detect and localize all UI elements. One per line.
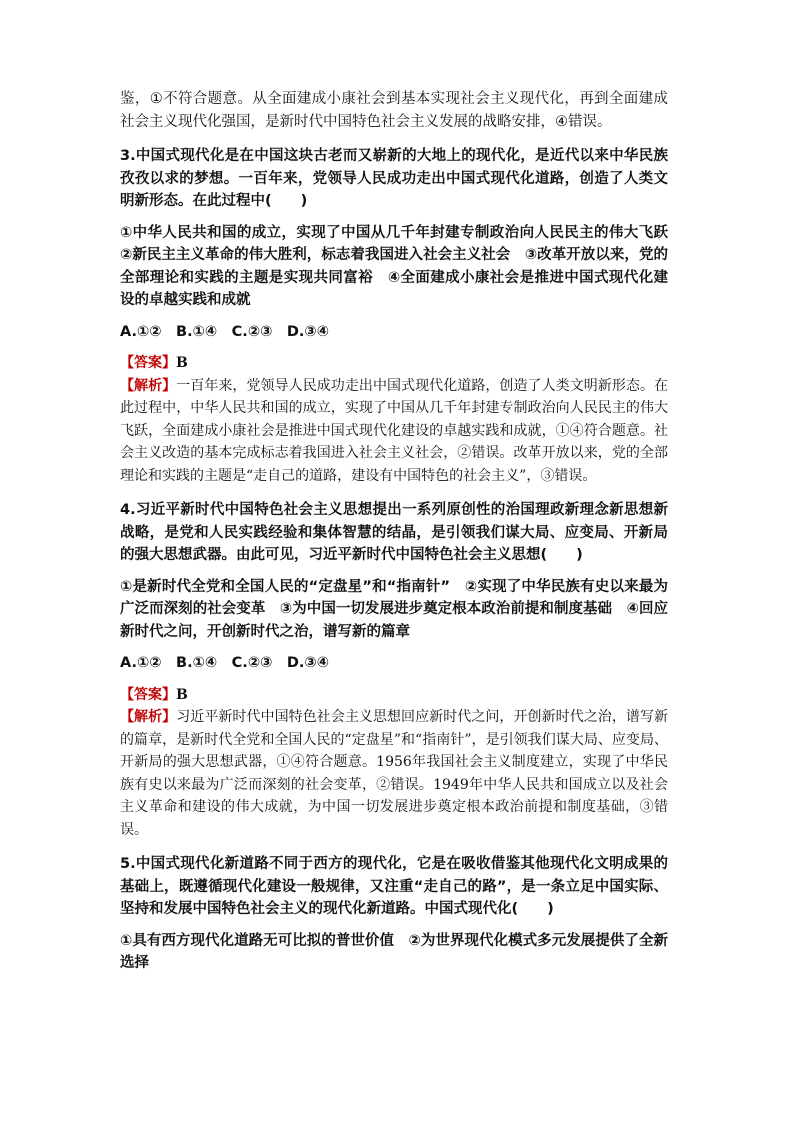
question-4-answer	[120, 684, 668, 707]
answer-label: 【答案】	[120, 686, 176, 703]
analysis-text: 习近平新时代中国特色社会主义思想回应新时代之问，开创新时代之治，谱写新的篇章，是新时代全党和全国人民的“定盘星”和“指南针”，是引领我们谋大局、应变局、开新局的强大思想武器，①④符合题意。1956年我国社会主义制度建立，实现了中华民族有史以来最为广泛而深刻的社会变革，②错误。1949年中华人民共和国成立以及社会主义革命和建设的伟大成就，为中国一切发展进步奠定根本政治前提和制度基础，③错误。	[120, 709, 669, 838]
question-5-stem: 5.中国式现代化新道路不同于西方的现代化，它是在吸收借鉴其他现代化文明成果的基础上，既遵循现代化建设一般规律，又注重“走自己的路”，是一条立足中国实际、坚持和发展中国特色社会主义的现代化新道路。中国式现代化( )	[120, 856, 668, 917]
question-4	[120, 499, 668, 841]
question-3-stem: 3.中国式现代化是在中国这块古老而又崭新的大地上的现代化，是近代以来中华民族孜孜以求的梦想。一百年来，党领导人民成功走出中国式现代化道路，创造了人类文明新形态。在此过程中( )	[120, 148, 668, 209]
previous-analysis-tail: 鉴，①不符合题意。从全面建成小康社会到基本实现社会主义现代化，再到全面建成社会主义现代化强国，是新时代中国特色社会主义发展的战略安排，④错误。	[120, 91, 668, 130]
question-4-options: A.①② B.①④ C.②③ D.③④	[120, 655, 329, 671]
question-4-statements: ①是新时代全党和全国人民的“定盘星”和“指南针” ②实现了中华民族有史以来最为广泛而深刻的社会变革 ③为中国一切发展进步奠定根本政治前提和制度基础 ④回应新时代之问，开创新时代之治，谱写新的篇章	[120, 578, 668, 640]
question-3	[120, 145, 683, 487]
document-body	[120, 88, 683, 975]
question-5	[120, 853, 668, 975]
analysis-text: 一百年来，党领导人民成功走出中国式现代化道路，创造了人类文明新形态。在此过程中，中华人民共和国的成立，实现了中国从几千年封建专制政治向人民民主的伟大飞跃，全面建成小康社会是推进中国式现代化建设的卓越实践和成就，①④符合题意。社会主义改造的基本完成标志着我国进入社会主义社会，②错误。改革开放以来，党的全部理论和实践的主题是“走自己的道路，建设有中国特色的社会主义”，③错误。	[120, 377, 669, 484]
analysis-label: 【解析】	[120, 709, 177, 725]
question-3-options: A.①② B.①④ C.②③ D.③④	[120, 323, 329, 340]
question-3-statements: ①中华人民共和国的成立，实现了中国从几千年封建专制政治向人民民主的伟大飞跃 ②新民主主义革命的伟大胜利，标志着我国进入社会主义社会 ③改革开放以来，党的全部理论和实践的主题是实现共同富裕 ④全面建成小康社会是推进中国式现代化建设的卓越实践和成就	[120, 224, 683, 308]
question-3-answer	[120, 352, 668, 375]
question-3-analysis	[120, 375, 668, 488]
analysis-label: 【解析】	[120, 377, 177, 394]
question-4-stem: 4.习近平新时代中国特色社会主义思想提出一系列原创性的治国理政新理念新思想新战略，是党和人民实践经验和集体智慧的结晶，是引领我们谋大局、应变局、开新局的强大思想武器。由此可见，习近平新时代中国特色社会主义思想( )	[120, 502, 668, 563]
answer-value: B	[176, 686, 188, 703]
answer-value: B	[176, 355, 188, 371]
answer-label: 【答案】	[120, 355, 176, 371]
question-5-statements: ①具有西方现代化道路无可比拟的普世价值 ②为世界现代化模式多元发展提供了全新选择	[120, 932, 668, 971]
question-4-analysis	[120, 706, 668, 841]
